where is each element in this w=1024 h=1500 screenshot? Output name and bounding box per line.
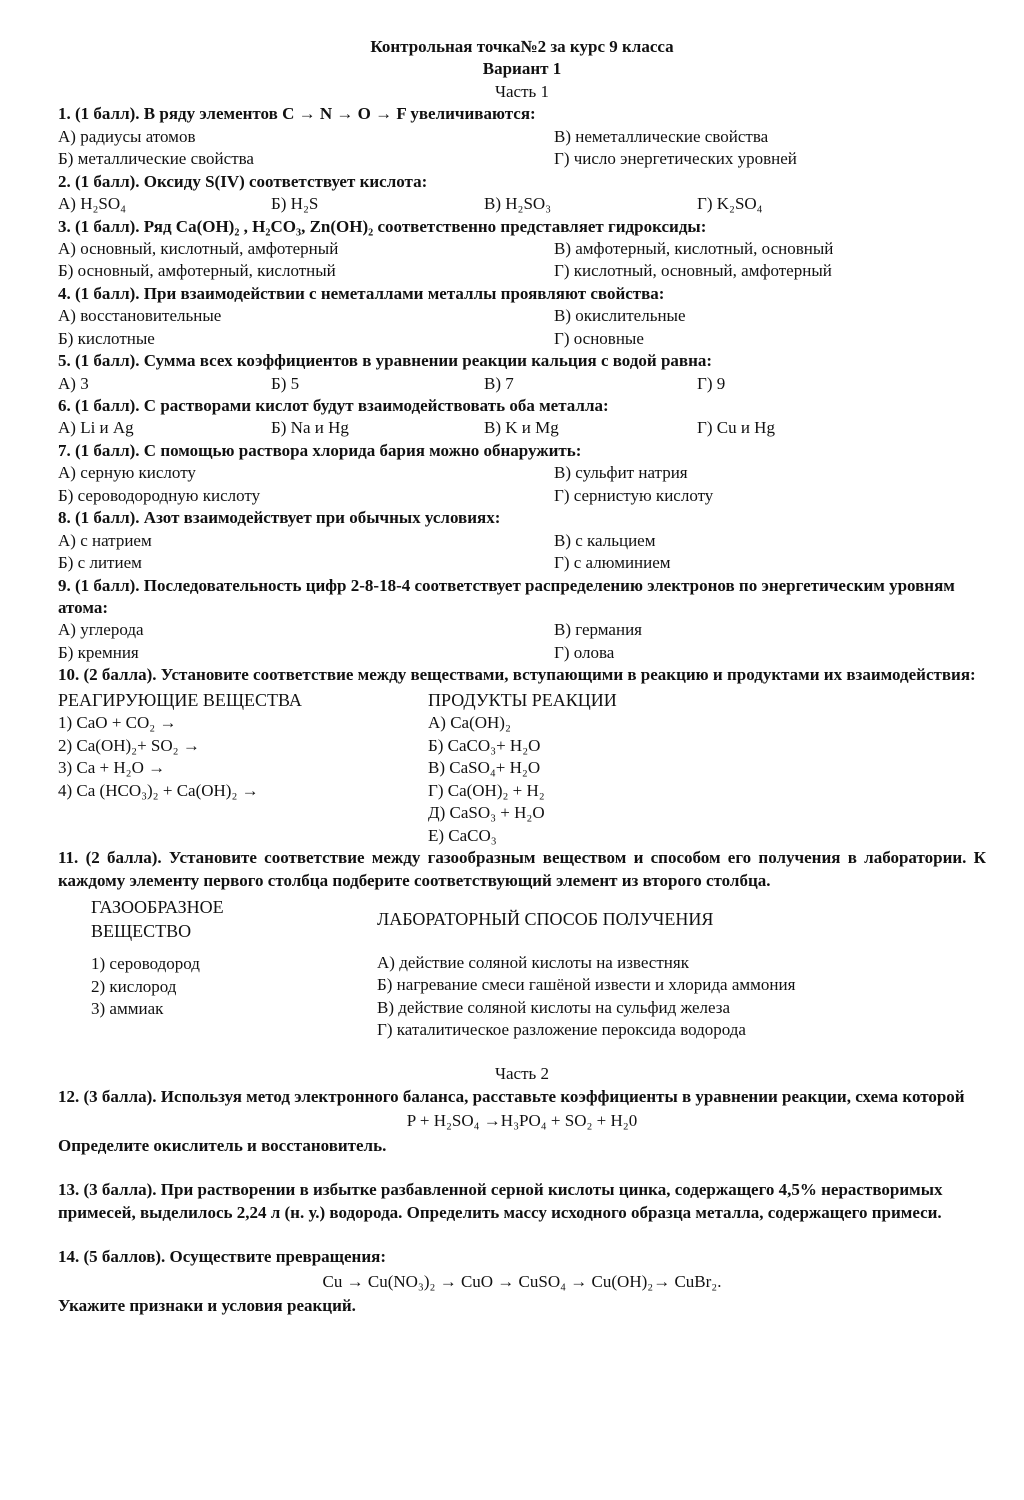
question-12-formula: P + H₂SO₄ →H₃PO₄ + SO₂ + H₂0 [406,1111,638,1131]
option-g: Г) олова [554,642,615,662]
question-12-note: Определите окислитель и восстановитель. [58,1135,387,1155]
question-8-options [58,530,986,575]
option-v: В) окислительные [554,306,686,326]
product-item: Б) CaCO₃+ H₂O [428,735,541,755]
option-g: Г) число энергетических уровней [554,149,797,169]
option-a: А) 3 [58,373,89,393]
option-a: А) восстановительные [58,306,222,326]
product-item: Д) CaSO₃ + H₂O [428,803,545,823]
option-v: В) с кальцием [554,530,656,550]
question-1: 1. (1 балл). В ряду элементов C → N → O → F увеличиваются: [58,104,536,124]
question-13: 13. (3 балла). При растворении в избытке разбавленной серной кислоты цинка, содержащего 4,5% нерастворимых примесей, выделилось 2,24 л (н. у.) водорода. Определить массу исходного образца металла, содержащего примеси. [58,1180,943,1222]
option-g: Г) основные [554,328,644,348]
reagent-item: 2) Ca(OH)₂+ SO₂ → [58,735,200,755]
option-b: Б) кремния [58,642,139,662]
option-b: Б) H₂S [271,194,319,214]
option-v: В) сульфит натрия [554,463,688,483]
question-3-options [58,238,986,283]
question-9-options [58,619,986,664]
gas-item: 3) аммиак [91,999,164,1019]
question-3: 3. (1 балл). Ряд Ca(OH)₂ , H₂CO₃, Zn(OH)₂ соответственно представляет гидроксиды: [58,216,707,236]
product-item: В) CaSO₄+ H₂O [428,758,541,778]
question-4-options [58,305,986,350]
method-item: Б) нагревание смеси гашёной извести и хлорида аммония [377,975,796,995]
question-10: 10. (2 балла). Установите соответствие между веществами, вступающими в реакцию и продуктами их взаимодействия: [58,665,976,685]
products-column [428,689,986,847]
method-item: А) действие соляной кислоты на известняк [377,952,689,972]
products-header: ПРОДУКТЫ РЕАКЦИИ [428,689,617,710]
option-v: В) K и Mg [484,418,559,438]
gas-item: 1) сероводород [91,954,200,974]
question-5-options [58,373,986,395]
reagent-item: 3) Ca + H₂O → [58,758,166,778]
question-11-matching [91,896,986,1042]
question-11: 11. (2 балла). Установите соответствие между газообразным веществом и способом его получения в лаборатории. К каждому элементу первого столбца подберите соответствующий элемент из второго столбца. [58,848,986,890]
page-title: Контрольная точка№2 за курс 9 класса [370,37,674,56]
option-a: А) углерода [58,620,144,640]
product-item: Е) CaCO₃ [428,825,497,845]
reagents-header: РЕАГИРУЮЩИЕ ВЕЩЕСТВА [58,689,302,710]
question-14: 14. (5 баллов). Осуществите превращения: [58,1247,386,1267]
question-9: 9. (1 балл). Последовательность цифр 2-8-18-4 соответствует распределению электронов по энергетическим уровням атома: [58,575,955,617]
option-b: Б) кислотные [58,328,155,348]
option-b: Б) Na и Hg [271,418,349,438]
option-g: Г) 9 [697,373,726,393]
question-4: 4. (1 балл). При взаимодействии с неметаллами металлы проявляют свойства: [58,283,665,303]
option-v: В) 7 [484,373,514,393]
gas-column [91,896,377,1042]
gas-item: 2) кислород [91,976,177,996]
reagents-column [58,689,428,847]
gas-header: ГАЗООБРАЗНОЕ ВЕЩЕСТВО [91,896,224,941]
method-item: В) действие соляной кислоты на сульфид железа [377,997,731,1017]
question-7: 7. (1 балл). С помощью раствора хлорида бария можно обнаружить: [58,440,582,460]
option-g: Г) кислотный, основный, амфотерный [554,261,832,281]
option-a: А) Li и Ag [58,418,134,438]
option-v: В) H₂SO₃ [484,194,552,214]
question-6-options [58,417,986,439]
option-a: А) радиусы атомов [58,126,196,146]
question-14-formula: Cu → Cu(NO₃)₂ → CuO → CuSO₄ → Cu(OH)₂→ CuBr₂. [322,1271,722,1291]
option-b: Б) 5 [271,373,300,393]
question-2: 2. (1 балл). Оксиду S(IV) соответствует кислота: [58,171,428,191]
question-7-options [58,462,986,507]
reagent-item: 1) CaO + CO₂ → [58,713,177,733]
option-g: Г) K₂SO₄ [697,194,763,214]
option-a: А) с натрием [58,530,152,550]
option-v: В) амфотерный, кислотный, основный [554,238,834,258]
variant-label: Вариант 1 [482,59,562,79]
method-column [377,896,986,1042]
option-v: В) неметаллические свойства [554,126,769,146]
option-b: Б) с литием [58,553,142,573]
question-10-matching [58,689,986,847]
method-item: Г) каталитическое разложение пероксида водорода [377,1020,746,1039]
question-5: 5. (1 балл). Сумма всех коэффициентов в уравнении реакции кальция с водой равна: [58,351,713,371]
option-a: А) H₂SO₄ [58,194,127,214]
part1-label: Часть 1 [494,81,550,101]
option-g: Г) сернистую кислоту [554,485,714,505]
question-8: 8. (1 балл). Азот взаимодействует при обычных условиях: [58,508,501,528]
question-1-options [58,126,986,171]
option-a: А) основный, кислотный, амфотерный [58,238,339,258]
option-b: Б) металлические свойства [58,149,254,169]
part2-label: Часть 2 [494,1064,550,1084]
question-6: 6. (1 балл). С растворами кислот будут взаимодействовать оба металла: [58,396,609,415]
method-header: ЛАБОРАТОРНЫЙ СПОСОБ ПОЛУЧЕНИЯ [377,908,714,929]
question-14-note: Укажите признаки и условия реакций. [58,1295,356,1315]
option-a: А) серную кислоту [58,463,196,483]
reagent-item: 4) Ca (HCO₃)₂ + Ca(OH)₂ → [58,780,259,800]
option-g: Г) с алюминием [554,553,671,573]
option-g: Г) Cu и Hg [697,418,775,438]
option-b: Б) сероводородную кислоту [58,485,261,505]
option-b: Б) основный, амфотерный, кислотный [58,261,336,281]
question-2-options [58,193,986,215]
question-12: 12. (3 балла). Используя метод электронного баланса, расставьте коэффициенты в уравнении реакции, схема которой [58,1086,965,1106]
product-item: А) Ca(OH)₂ [428,713,511,733]
option-v: В) германия [554,620,642,640]
product-item: Г) Ca(OH)₂ + H₂ [428,780,545,800]
